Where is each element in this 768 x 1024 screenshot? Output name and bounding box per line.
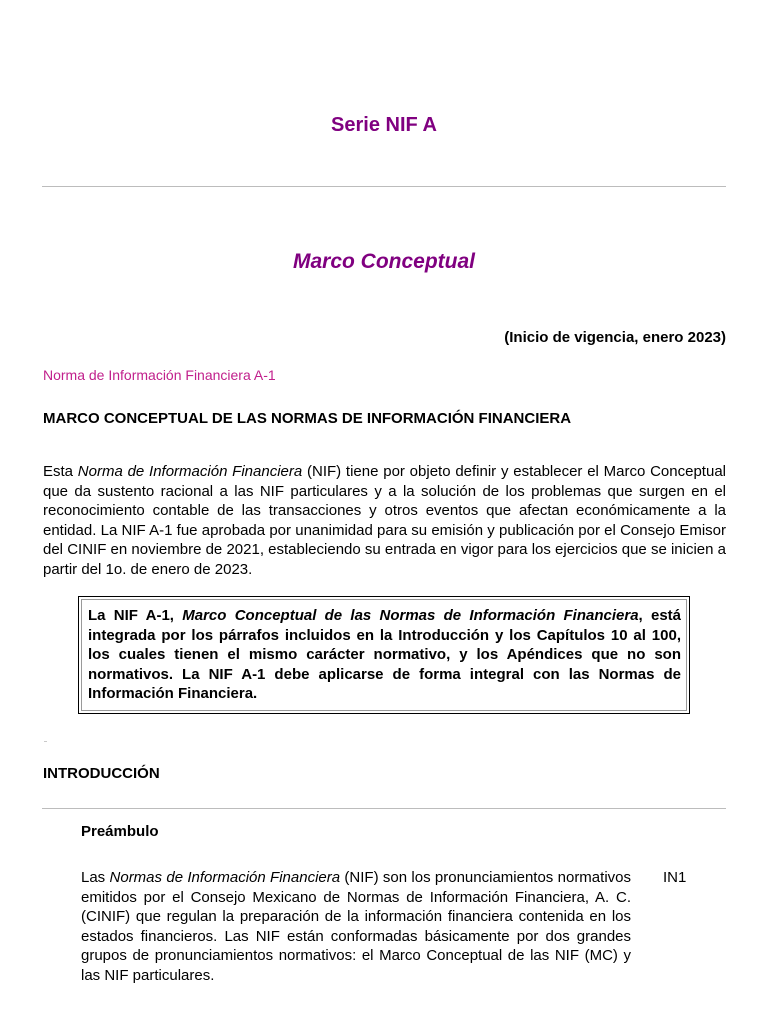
introduction-divider [42,808,726,809]
document-title: Marco Conceptual [292,250,476,273]
callout-text [88,606,681,704]
callout-prefix: La NIF A-1, [88,607,183,624]
top-divider [42,186,726,187]
paragraph-in1 [81,868,631,986]
callout-emphasis: Marco Conceptual de las Normas de Información Financiera [182,607,639,624]
callout-box [78,596,690,714]
intro-paragraph-rest: (NIF) tiene por objeto definir y establecer el Marco Conceptual que da sustento racional a las NIF particulares y a la solución de los problemas que surgen en el reconocimiento contable de las transacciones y otros eventos que afectan económicamente a la entidad. La NIF A-1 fue aprobada por unanimidad para su emisión y publicación por el Consejo Emisor del CINIF en noviembre de 2021, estableciendo su entrada en vigor para los ejercicios que se inicien a partir del 1o. de enero de 2023. [43,463,726,578]
intro-paragraph-prefix: Esta [43,463,78,480]
section-heading: MARCO CONCEPTUAL DE LAS NORMAS DE INFORMACIÓN FINANCIERA [43,410,572,427]
series-title: Serie NIF A [331,114,437,136]
introduction-heading: INTRODUCCIÓN [43,765,160,782]
paragraph-in1-prefix: Las [81,869,110,886]
intro-paragraph [43,462,726,580]
norm-label: Norma de Información Financiera A-1 [43,367,276,383]
intro-paragraph-emphasis: Norma de Información Financiera [77,463,303,480]
paragraph-in1-rest: (NIF) son los pronunciamientos normativos emitidos por el Consejo Mexicano de Normas de Información Financiera, A. C. (CINIF) que regulan la preparación de la información financiera contenida en los estados financieros. Las NIF están conformadas básicamente por dos grandes grupos de pronunciamientos normativos: el Marco Conceptual de las NIF (MC) y las NIF particulares. [81,869,631,984]
callout-rest: , está integrada por los párrafos incluidos en la Introducción y los Capítulos 10 al 100, los cuales tienen el mismo carácter normativo, y los Apéndices que no son normativos. La NIF A-1 debe aplicarse de forma integral con las Normas de Información Financiera. [88,607,682,703]
paragraph-number: IN1 [663,869,687,886]
effective-date: (Inicio de vigencia, enero 2023) [504,329,726,346]
preamble-heading: Preámbulo [81,823,159,840]
stray-mark [44,741,47,742]
paragraph-in1-emphasis: Normas de Información Financiera [109,869,341,886]
